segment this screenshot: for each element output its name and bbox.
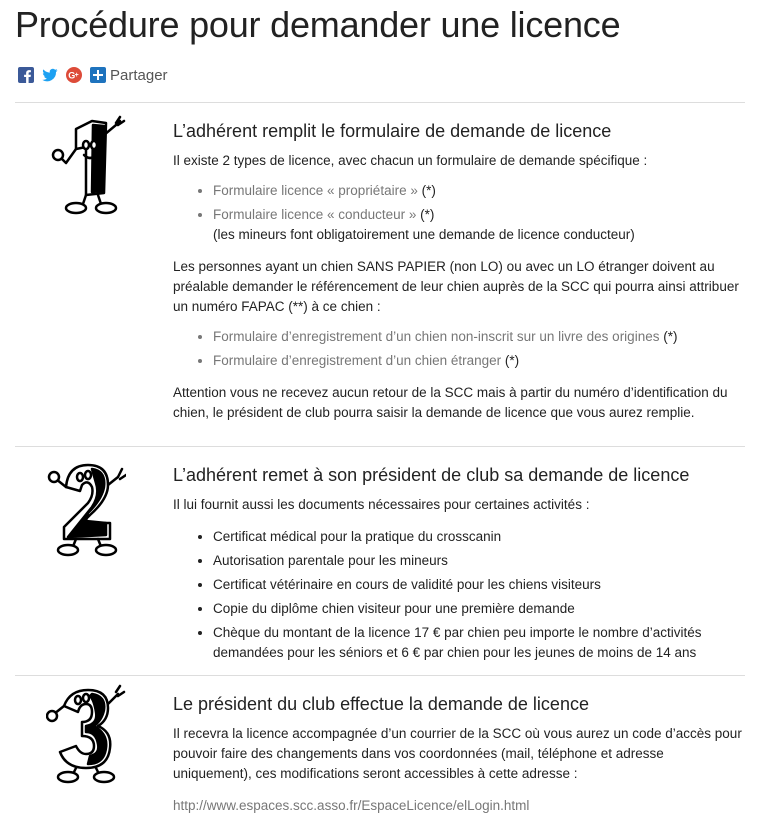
minors-note: (les mineurs font obligatoirement une demande de licence conducteur) <box>213 227 635 242</box>
license-forms-list <box>173 181 743 245</box>
number-one-mascot-icon <box>46 115 126 215</box>
required-documents-list <box>173 527 743 663</box>
step-1-paragraph-2: Les personnes ayant un chien SANS PAPIER (non LO) ou avec un LO étranger doivent au préalable demander le référencement de leur chien auprès de la SCC qui pourra ainsi attribuer un numéro FAPAC (**) à ce chien : <box>173 259 739 314</box>
divider <box>15 446 745 447</box>
share-bar <box>18 66 168 84</box>
number-three-mascot-icon <box>46 684 126 784</box>
step-2-heading: L’adhérent remet à son président de club sa demande de licence <box>173 465 690 485</box>
espace-licence-url[interactable]: http://www.espaces.scc.asso.fr/EspaceLicence/elLogin.html <box>173 798 530 813</box>
share-label[interactable]: Partager <box>110 66 168 84</box>
step-1-content <box>173 119 743 423</box>
list-item: • Formulaire licence « propriétaire » (*) <box>213 181 743 201</box>
list-item: • Certificat médical pour la pratique du crosscanin <box>213 527 743 547</box>
list-item: • Formulaire d’enregistrement d’un chien non-inscrit sur un livre des origines (*) <box>213 327 743 347</box>
divider <box>15 675 745 676</box>
google-plus-icon[interactable] <box>66 67 82 83</box>
list-item: • Formulaire licence « conducteur » (*) (les mineurs font obligatoirement une demande de licence conducteur) <box>213 205 743 245</box>
step-1-heading: L’adhérent remplit le formulaire de demande de licence <box>173 121 612 141</box>
step-1-intro: Il existe 2 types de licence, avec chacun un formulaire de demande spécifique : <box>173 153 648 168</box>
svg-text:+: + <box>74 72 79 79</box>
list-item: • Certificat vétérinaire en cours de validité pour les chiens visiteurs <box>213 575 743 595</box>
step-2-intro: Il lui fournit aussi les documents nécessaires pour certaines activités : <box>173 497 590 512</box>
facebook-icon[interactable] <box>18 67 34 83</box>
list-item: • Formulaire d’enregistrement d’un chien étranger (*) <box>213 351 743 371</box>
step-2-content <box>173 463 743 667</box>
svg-text:G: G <box>68 70 76 81</box>
addthis-plus-icon[interactable] <box>90 67 106 83</box>
owner-license-form-link[interactable]: Formulaire licence « propriétaire » <box>213 183 418 198</box>
step-3-intro: Il recevra la licence accompagnée d’un courrier de la SCC où vous aurez un code d’accès pour pouvoir faire des changements dans vos coordonnées (mail, téléphone et adresse uniquement), ces modifications seront accessibles à cette adresse : <box>173 726 742 781</box>
step-3-content <box>173 692 743 816</box>
list-item: • Autorisation parentale pour les mineurs <box>213 551 743 571</box>
list-item: • Copie du diplôme chien visiteur pour une première demande <box>213 599 743 619</box>
step-3-heading: Le président du club effectue la demande de licence <box>173 694 589 714</box>
handler-license-form-link[interactable]: Formulaire licence « conducteur » <box>213 207 417 222</box>
foreign-dog-form-link[interactable]: Formulaire d’enregistrement d’un chien étranger <box>213 353 502 368</box>
divider <box>15 102 745 103</box>
number-two-mascot-icon <box>46 457 126 557</box>
unregistered-dog-form-link[interactable]: Formulaire d’enregistrement d’un chien non-inscrit sur un livre des origines <box>213 329 660 344</box>
dog-registration-forms-list <box>173 327 743 371</box>
page-title: Procédure pour demander une licence <box>15 4 621 45</box>
step-1-paragraph-3: Attention vous ne recevez aucun retour de la SCC mais à partir du numéro d’identification du chien, le président de club pourra saisir la demande de licence que vous aurez remplie. <box>173 385 728 420</box>
twitter-icon[interactable] <box>42 67 58 83</box>
list-item: • Chèque du montant de la licence 17 € par chien peu importe le nombre d’activités demandées pour les séniors et 6 € par chien pour les jeunes de moins de 14 ans <box>213 623 743 663</box>
